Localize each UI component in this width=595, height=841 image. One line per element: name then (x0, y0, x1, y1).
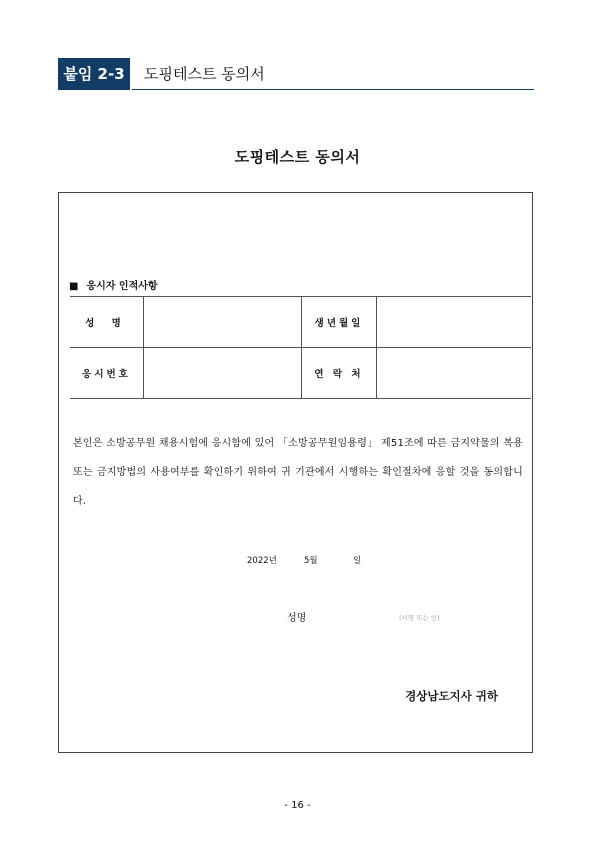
exam-number-label: 응시번호 (70, 348, 144, 399)
section-title: 응시자 인적사항 (86, 281, 158, 292)
signature-label: 성명 (287, 613, 307, 624)
table-row (70, 297, 531, 348)
annex-title: 도핑테스트 동의서 (144, 65, 265, 83)
annex-header (58, 58, 534, 91)
birthdate-label: 생년월일 (302, 297, 377, 348)
page-number: - 16 - (284, 800, 311, 811)
name-field[interactable] (144, 297, 302, 348)
consent-form (58, 192, 533, 753)
document-title: 도핑테스트 동의서 (234, 148, 361, 166)
date-month: 5월 (304, 556, 318, 566)
signature-note[interactable]: (서명 또는 인) (399, 614, 440, 622)
contact-field[interactable] (377, 348, 532, 399)
annex-badge: 붙임 2-3 (58, 58, 130, 90)
table-row (70, 348, 531, 399)
applicant-info-table (70, 296, 531, 399)
date-year: 2022년 (247, 556, 277, 566)
section-heading (69, 277, 158, 292)
annex-underline (132, 89, 534, 90)
exam-number-field[interactable] (144, 348, 302, 399)
consent-statement: 본인은 소방공무원 채용시험에 응시함에 있어 「소방공무원임용령」 제51조에 따른 금지약물의 복용 또는 금지방법의 사용여부를 확인하기 위하여 귀 기관에서 시행하는 확인절차에 응할 것을 동의합니다. (73, 438, 523, 507)
square-bullet-icon: ■ (69, 281, 79, 292)
birthdate-field[interactable] (377, 297, 532, 348)
contact-label: 연 락 처 (302, 348, 377, 399)
name-label: 성 명 (70, 297, 144, 348)
date-day: 일 (353, 556, 362, 566)
addressee: 경상남도지사 귀하 (405, 689, 498, 703)
